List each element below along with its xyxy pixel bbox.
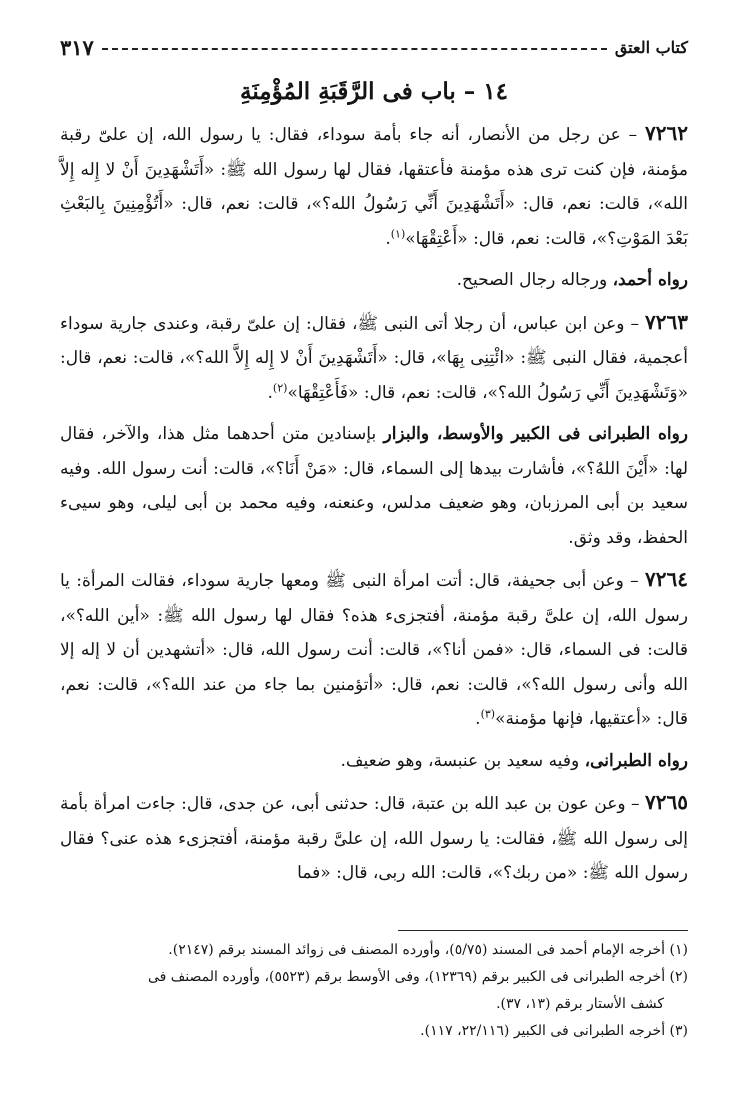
hadith-7262: ٧٢٦٢ – عن رجل من الأنصار، أنه جاء بأمة سوداء، فقال: يا رسول الله، إن علىّ رقبة مؤمنة، فإن كنت ترى هذه مؤمنة فأعتقها، فقال لها رسول الله ﷺ: «أَتَشْهَدِينَ أَنْ لا إِله إِلاَّ الله»، قالت: نعم، قال: «أَتَشْهَدِينَ أَنِّي رَسُولُ الله؟»، قالت: نعم، قال: «أَتُؤْمِنِينَ بِالبَعْثِ بَعْدَ المَوْتِ؟»، قالت: نعم، قال: «أَعْتِقْهَا»$^{(١)}$. (60, 121, 689, 249)
hadith-source (60, 744, 688, 779)
hadith-text: – وعن أبى جحيفة، قال: أتت امرأة النبى ﷺ ومعها جارية سوداء، فقالت المرأة: يا رسول الله، إن علىَّ رقبة مؤمنة، أفتجزىء هذه؟ فقال لها رسول الله ﷺ: «أين الله؟»، قالت: فى السماء، قال: «فمن أنا؟»، قالت: أنت رسول الله، قال: «أتشهدين أن لا إله إلا الله وأنى رسول الله؟»، قالت: نعم، قال: «أتؤمنين بما جاء من عند الله؟»، قالت: نعم، قال: «أعتقيها، فإنها مؤمنة» (60, 571, 688, 729)
source-label: رواه الطبرانى، (584, 750, 688, 771)
footnote-2: (٢) أخرجه الطبرانى فى الكبير برقم (١٢٣٦٩)، وفى الأوسط برقم (٥٥٢٣)، وأورده المصنف فى (147, 969, 688, 985)
hadith-7264: ٧٢٦٤ – وعن أبى جحيفة، قال: أتت امرأة النبى ﷺ ومعها جارية سوداء، فقالت المرأة: يا رسول الله، إن علىَّ رقبة مؤمنة، أفتجزىء هذه؟ فقال لها رسول الله ﷺ: «أين الله؟»، قالت: فى السماء، قال: «فمن أنا؟»، قالت: أنت رسول الله، قال: «أتشهدين أن لا إله إلا الله وأنى رسول الله؟»، قالت: نعم، قال: «أتؤمنين بما جاء من عند الله؟»، قالت: نعم، قال: «أعتقيها، فإنها مؤمنة»$^{(٣)}$. (60, 567, 689, 729)
hadith-7263: ٧٢٦٣ – وعن ابن عباس، أن رجلا أتى النبى ﷺ، فقال: إن علىّ رقبة، وعندى جارية سوداء أعجمية، فقال النبى ﷺ: «ائْتِنِى بِهَا»، قال: «أَتَشْهَدِينَ أَنْ لا إِله إِلاَّ الله؟»، قالت: نعم، قال: «وَتَشْهَدِينَ أَنِّي رَسُولُ الله؟»، قالت: نعم، قال: «فَأَعْتِقْهَا»$^{(٢)}$. (60, 309, 688, 403)
source-label: رواه أحمد، (612, 270, 688, 290)
page-header (60, 30, 688, 64)
hadith-text: – وعن ابن عباس، أن رجلا أتى النبى ﷺ، فقال: إن علىّ رقبة، وعندى جارية سوداء أعجمية، فقال النبى ﷺ: «ائْتِنِى بِهَا»، قال: «أَتَشْهَدِينَ أَنْ لا إِله إِلاَّ الله؟»، قالت: نعم، قال: «وَتَشْهَدِينَ أَنِّي رَسُولُ الله؟»، قالت: نعم، قال: «فَأَعْتِقْهَا» (60, 313, 688, 403)
hadith-number: ٧٢٦٤ (645, 567, 689, 591)
footnote-3: (٣) أخرجه الطبرانى فى الكبير (٢٢/١١٦، ١١٧). (420, 1023, 688, 1039)
source-text: ورجاله رجال الصحيح. (456, 270, 608, 290)
running-title: كتاب العتق (614, 37, 688, 57)
hadith-number: ٧٢٦٢ (645, 121, 689, 145)
footnote-ref: (٢) (272, 380, 288, 394)
source-text: بإسنادين متن أحدهما مثل هذا، والآخر، فقال لها: «أَيْنَ اللهُ؟»، فأشارت بيدها إلى السماء، قال: «مَنْ أَنَا؟»، قالت: أنت رسول الله. وفيه سعيد بن أبى المرزبان، وهو ضعيف مدلس، وعنعنه، وفيه محمد بن أبى ليلى، وهو سيىء الحفظ، وقد وثق. (60, 424, 688, 548)
footnote-ref: (١) (390, 226, 406, 240)
footnote-2-continuation: كشف الأستار برقم (١٣، ٣٧). (496, 996, 664, 1012)
footnote-1: (١) أخرجه الإمام أحمد فى المسند (٥/٧٥)، وأورده المصنف فى زوائد المسند برقم (٢١٤٧). (168, 942, 688, 958)
hadith-number: ٧٢٦٣ (645, 309, 688, 334)
source-label: رواه الطبرانى فى الكبير والأوسط، والبزار (383, 424, 689, 444)
hadith-text: – عن رجل من الأنصار، أنه جاء بأمة سوداء، فقال: يا رسول الله، إن علىّ رقبة مؤمنة، فإن كنت ترى هذه مؤمنة فأعتقها، فقال لها رسول الله ﷺ: «أَتَشْهَدِينَ أَنْ لا إِله إِلاَّ الله»، قالت: نعم، قال: «أَتَشْهَدِينَ أَنِّي رَسُولُ الله؟»، قالت: نعم، قال: «أَتُؤْمِنِينَ بِالبَعْثِ بَعْدَ المَوْتِ؟»، قالت: نعم، قال: «أَعْتِقْهَا» (60, 125, 688, 249)
footnote-ref: (٣) (480, 707, 496, 721)
hadith-number: ٧٢٦٥ (645, 790, 689, 814)
page-number: ٣١٧ (60, 34, 94, 60)
footnotes (60, 937, 688, 1045)
hadith-7265 (60, 785, 688, 891)
footnote-separator (398, 930, 688, 931)
header-dashed-rule (102, 48, 607, 50)
chapter-title: ١٤ – باب فى الرَّقَبَةِ المُؤْمِنَةِ (239, 78, 508, 105)
hadith-text: – وعن عون بن عبد الله بن عتبة، قال: حدثنى أبى، عن جدى، قال: جاءت امرأة بأمة إلى رسول الله ﷺ، فقالت: يا رسول الله، إن علىَّ رقبة مؤمنة، أفتجزىء هذه عنى؟ فقال رسول الله ﷺ: «من ربك؟»، قالت: الله ربى، قال: «فما (60, 794, 688, 883)
hadith-source (60, 263, 688, 298)
hadith-body (60, 116, 688, 898)
hadith-source (60, 417, 688, 555)
source-text: وفيه سعيد بن عنبسة، وهو ضعيف. (340, 750, 580, 771)
